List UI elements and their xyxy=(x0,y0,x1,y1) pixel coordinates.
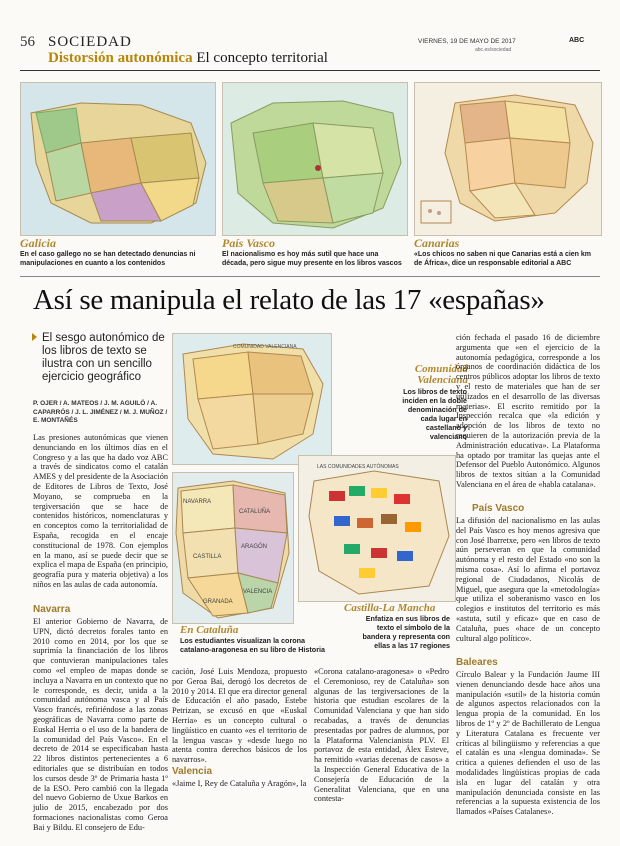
galicia-caption: En el caso gallego no se han detectado denuncias ni manipulaciones en cuanto a los contenidos xyxy=(20,251,196,267)
map-label-navarra: NAVARRA xyxy=(183,499,212,505)
map-canarias xyxy=(414,82,602,236)
pais-vasco-caption: El nacionalismo es hoy más sutil que hace una década, pero sigue muy presente en los libros vascos xyxy=(222,251,402,267)
map-label-aragon: ARAGÓN xyxy=(241,544,268,550)
headline-rule xyxy=(20,276,600,277)
cataluna-text: Los estudiantes visualizan la corona catalano-aragonesa en su libro de Historia xyxy=(180,636,325,654)
map-comunidad-valenciana xyxy=(172,333,332,465)
deck-arrow-icon xyxy=(32,333,37,341)
headline: Así se manipula el relato de las 17 «españas» xyxy=(33,284,545,316)
cataluna-map-drawing xyxy=(173,473,293,623)
topic-bold: Distorsión autonómica xyxy=(48,50,193,66)
map-galicia xyxy=(20,82,216,236)
valenciana-title: Comunidad Valenciana xyxy=(414,363,468,386)
date-line: VIERNES, 19 DE MAYO DE 2017 xyxy=(418,38,516,45)
pais-vasco-text: La difusión del nacionalismo en las aulas del País Vasco es hoy menos agresiva que con José Ibarretxe, pero «en libros de texto aún perseveran en que la comunidad autónoma y el resto del Estado «no son la misma cosa». Así lo afirma el portavoz regional de Ciudadanos, Nicolás de Miguel, que asegura que la «metodología» que utiliza el soberanismo vasco en los colegios e institutos del territorio es más «astuta, sutil y eficaz» que en caso de Cataluña, pues «hace de un concepto cultural algo político». xyxy=(456,516,600,643)
canarias-caption: «Los chicos no saben ni que Canarias está a cien km de África», dice un responsable editorial a ABC xyxy=(414,251,592,267)
map-label-comunidades: LAS COMUNIDADES AUTÓNOMAS xyxy=(317,464,399,470)
map-label-granada: GRANADA xyxy=(203,599,233,605)
col1-intro: Las presiones autonómicas que vienen denunciando en los últimos días en el Congreso y a las que ha dado voz ABC a través de sindicatos como el catalán AMES y del presidente de la Asociación de Editores de Libros de Texto, José Moyano, se comprueba en la tergiversación que se hace de contenidos históricos, nomenclaturas y en conceptos como la territorialidad de España, recogida en el encaje constitucional de 1978. Con ejemplos en la mano, así se puede decir que se explica el mapa de España (en principio, geografía pura y materia objetiva) a los niños en las aulas de cada autonomía. xyxy=(33,433,168,589)
map-castilla-la-mancha xyxy=(298,455,456,602)
section-url: abc.es/sociedad xyxy=(475,47,512,53)
topic-line xyxy=(48,50,328,67)
castilla-map-drawing xyxy=(299,456,455,601)
col4-text: ción fechada el pasado 16 de diciembre argumenta que «en el ejercicio de la autonomía pedagógica, corresponde a los órganos de coordinación didáctica de los centros públicos adoptar los libros de texto y el resto de materiales que han de ser utilizados en el desarrollo de las diversas materias». El escrito remitido por la Inspección recalca que «la edición y adopción de los libros de texto no requieren de la autorización previa de la Administración educativa». La Plataforma ha optado por tramitar las quejas ante el Defensor del Pueblo Autonómico. Algunos libros de textos sitúan a la Comunidad Valenciana en el área de «habla catalana». xyxy=(456,333,600,489)
pais-vasco-subhead: País Vasco xyxy=(472,503,525,514)
castilla-text: Enfatiza en sus libros de texto el símbolo de la bandera y representa con ellas a las 17 regiones xyxy=(362,614,450,650)
canarias-map-drawing xyxy=(415,83,601,235)
col2-text: cación, José Luis Mendoza, propuesto por Geroa Bai, derogó los decretos de 2010 y 2014. El que era director general de Educación el año pasado, Estebe Petrizan, se excusó en que «Euskal Herria» es un concepto cultural o lingüístico en cuanto «es el territorio de la lengua vasca» y «desde luego no atenta contra derechos básicos de los navarros». xyxy=(172,667,307,765)
valenciana-map-drawing xyxy=(173,334,331,464)
header-rule xyxy=(20,70,600,71)
navarra-subhead: Navarra xyxy=(33,604,71,615)
page-number: 56 xyxy=(20,34,35,50)
paper-logo: ABC xyxy=(569,37,585,44)
baleares-subhead: Baleares xyxy=(456,657,498,668)
valencia-text: «Jaime I, Rey de Cataluña y Aragón», la xyxy=(172,779,307,788)
baleares-text: Círculo Balear y la Fundación Jaume III vienen denunciando desde hace años una manipulación «sutil» de la historia común de algunos aspectos relacionados con la lengua propia de la comunidad. En los libros de 1º y 2º de Bachillerato de Lengua y Literatura Catalana es frecuente ver críticas al bilingüismo y referencias a que el catalán es una «lengua dominada». Se critica a quienes defienden el uso de las modalidades lingüísticas propias de cada isla en lugar del catalán y otra manipulación denunciada consiste en las referencias a la supuesta existencia de los llamados «Países Catalanes». xyxy=(456,670,600,817)
galicia-map-drawing xyxy=(21,83,215,235)
section-title: SOCIEDAD xyxy=(48,34,132,50)
pais-vasco-map-drawing xyxy=(223,83,407,235)
map-pais-vasco xyxy=(222,82,408,236)
pais-vasco-label: País Vasco xyxy=(222,236,276,250)
navarra-text: El anterior Gobierno de Navarra, de UPN, dictó decretos forales tanto en 2010 como en 2014, por los que se suprimía la financiación de los libros que contuvieran manipulaciones tales como «el empleo de mapas donde se incluya a Navarra en un contexto que no le corresponde, es decir, unida a la comunidad autónoma vasca y al País Vasco francés, refiriéndose a las zonas geográficas de Navarra como parte de Euskal Herria o el uso de la bandera de la comunidad del País Vasco». En el decreto de 2014 se especificaban hasta 22 libros distintos pertenecientes a 6 editoriales que se distribuían en todos los cursos desde 3º de Primaria hasta 1º de la ESO. Pero cambió con la llegada del nuevo Gobierno de Uxue Barkos en julio de 2015, encabezado por dos formaciones nacionalistas como Geroa Bai y Bildu. El consejero de Edu- xyxy=(33,617,168,832)
map-cataluna xyxy=(172,472,294,624)
map-label-valencia: VALENCIA xyxy=(243,589,273,595)
map-label-valenciana: COMUNIDAD VALENCIANA xyxy=(233,344,297,350)
map-label-castilla: CASTILLA xyxy=(193,554,222,560)
valenciana-text: Los libros de texto inciden en la doble denominación de cada lugar en castellano y valenciano xyxy=(402,387,467,441)
valencia-subhead: Valencia xyxy=(172,766,213,777)
col3-text: «Corona catalano-aragonesa» o «Pedro el Ceremonioso, rey de Cataluña» son algunas de las tergiversaciones de la historia que estudian escolares de la Comunidad Valenciana y que han sido recabadas, a través de denuncias presentadas por padres de alumnos, por la Plataforma Valencianista PLV. El portavoz de esta entidad, Álex Esteve, ha remitido «varias decenas de casos» a la Inspección General Educativa de la Consejería de Educación de la Generalitat Valenciana, que en una contesta- xyxy=(314,667,449,804)
deck: El sesgo autonómico de los libros de texto se ilustra con un sencillo ejercicio geográfico xyxy=(42,332,165,383)
byline: P. OJER / A. MATEOS / J. M. AGUILÓ / A. CAPARRÓS / J. L. JIMÉNEZ / M. J. MUÑOZ / E. MONTAÑÉS xyxy=(33,400,168,424)
castilla-title: Castilla-La Mancha xyxy=(344,602,436,614)
galicia-label: Galicia xyxy=(20,236,56,250)
cataluna-title: En Cataluña xyxy=(180,624,239,636)
map-label-cataluna: CATALUÑA xyxy=(239,509,271,515)
topic-rest: El concepto territorial xyxy=(196,50,328,66)
canarias-label: Canarias xyxy=(414,236,460,250)
